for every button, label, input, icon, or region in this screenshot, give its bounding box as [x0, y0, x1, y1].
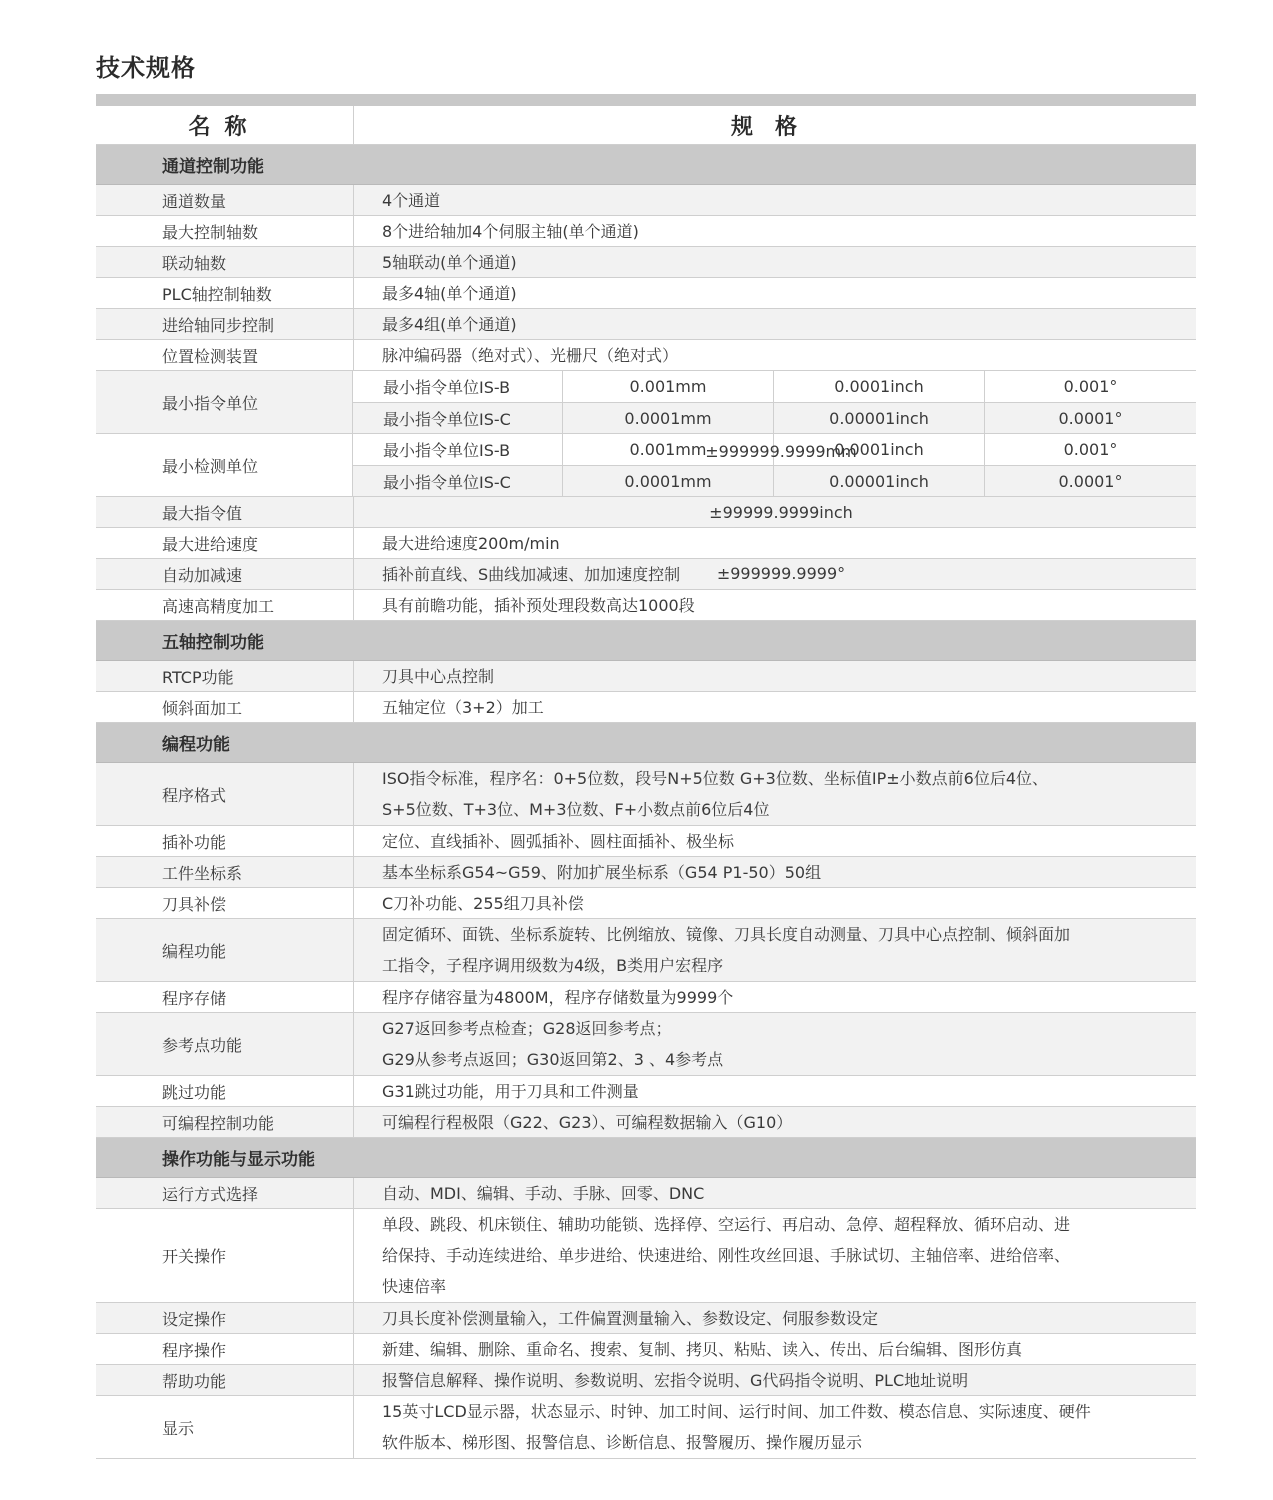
spec-line: 最多4轴(单个通道) — [382, 283, 517, 303]
row-name: 帮助功能 — [96, 1365, 354, 1395]
row-spec — [354, 826, 1196, 856]
row-spec — [354, 559, 1196, 589]
table-row — [96, 1178, 1196, 1209]
row-spec — [354, 590, 1196, 620]
table-row — [96, 590, 1196, 621]
spec-table — [96, 106, 1196, 1459]
row-spec — [354, 888, 1196, 918]
row-name: 刀具补偿 — [96, 888, 354, 918]
table-row-unit — [96, 434, 1196, 497]
spec-line: 基本坐标系G54~G59、附加扩展坐标系（G54 P1-50）50组 — [382, 862, 822, 882]
row-name: 倾斜面加工 — [96, 692, 354, 722]
table-row — [96, 857, 1196, 888]
row-spec — [354, 1013, 1196, 1075]
top-divider-bar — [96, 94, 1196, 106]
max-value: ±999999.9999° — [716, 563, 846, 583]
spec-line: 自动、MDI、编辑、手动、手脉、回零、DNC — [382, 1183, 705, 1203]
row-name: 最大指令值 — [96, 497, 354, 527]
spec-line: 脉冲编码器（绝对式）、光栅尺（绝对式） — [382, 345, 679, 365]
row-name: PLC轴控制轴数 — [96, 278, 354, 308]
row-name: 运行方式选择 — [96, 1178, 354, 1208]
row-name: 联动轴数 — [96, 247, 354, 277]
row-name: 进给轴同步控制 — [96, 309, 354, 339]
spec-line: 5轴联动(单个通道) — [382, 252, 517, 272]
spec-line: G29从参考点返回；G30返回第2、3 、4参考点 — [382, 1050, 724, 1069]
max-value: ±99999.9999inch — [709, 502, 853, 522]
row-name: 显示 — [96, 1396, 354, 1458]
spec-line: 8个进给轴加4个伺服主轴(单个通道) — [382, 221, 639, 241]
row-spec — [354, 278, 1196, 308]
spec-line: 具有前瞻功能，插补预处理段数高达1000段 — [382, 595, 695, 615]
row-name: 位置检测装置 — [96, 340, 354, 370]
table-row — [96, 919, 1196, 982]
table-row — [96, 692, 1196, 723]
section-header: 编程功能 — [96, 723, 1196, 763]
row-name: 通道数量 — [96, 185, 354, 215]
row-spec — [354, 340, 1196, 370]
row-spec — [354, 1334, 1196, 1364]
row-spec — [354, 692, 1196, 722]
row-spec — [354, 1396, 1196, 1458]
row-name: 编程功能 — [96, 919, 354, 981]
unit-cell: 0.0001° — [1058, 471, 1123, 491]
table-row — [96, 559, 1196, 590]
row-name: 自动加减速 — [96, 559, 354, 589]
table-row — [96, 826, 1196, 857]
row-name: 插补功能 — [96, 826, 354, 856]
table-row — [96, 340, 1196, 371]
row-name: 程序格式 — [96, 763, 354, 825]
row-name: 开关操作 — [96, 1209, 354, 1302]
table-row — [96, 1076, 1196, 1107]
spec-line: 五轴定位（3+2）加工 — [382, 697, 544, 717]
spec-line: 报警信息解释、操作说明、参数说明、宏指令说明、G代码指令说明、PLC地址说明 — [382, 1370, 969, 1390]
row-name: 程序存储 — [96, 982, 354, 1012]
table-row — [96, 1396, 1196, 1459]
table-row-unit — [96, 371, 1196, 434]
row-spec — [354, 1209, 1196, 1302]
table-row — [96, 1013, 1196, 1076]
max-value: ±999999.9999mm — [705, 441, 857, 461]
unit-cell: 最小指令单位IS-B — [353, 434, 563, 465]
unit-cell: 0.001mm — [563, 434, 774, 465]
row-spec — [354, 1076, 1196, 1106]
section-header: 五轴控制功能 — [96, 621, 1196, 661]
row-spec — [354, 1365, 1196, 1395]
spec-line: 快速倍率 — [382, 1277, 447, 1296]
row-name: 工件坐标系 — [96, 857, 354, 887]
section-header: 通道控制功能 — [96, 145, 1196, 185]
spec-line: 15英寸LCD显示器，状态显示、时钟、加工时间、运行时间、加工件数、模态信息、实际速度、硬件 — [382, 1402, 1091, 1421]
spec-line: 刀具中心点控制 — [382, 666, 495, 686]
header-spec: 规格 — [730, 114, 819, 140]
table-row — [96, 278, 1196, 309]
spec-line: 定位、直线插补、圆弧插补、圆柱面插补、极坐标 — [382, 831, 735, 851]
spec-line: G27返回参考点检查；G28返回参考点； — [382, 1019, 672, 1038]
table-row — [96, 528, 1196, 559]
spec-line: 新建、编辑、删除、重命名、搜索、复制、拷贝、粘贴、读入、传出、后台编辑、图形仿真 — [382, 1339, 1023, 1359]
spec-line: 给保持、手动连续进给、单步进给、快速进给、刚性攻丝回退、手脉试切、主轴倍率、进给倍率、 — [382, 1246, 1071, 1265]
table-row — [96, 1303, 1196, 1334]
row-name: RTCP功能 — [96, 661, 354, 691]
unit-cell: 0.00001inch — [774, 466, 985, 496]
row-spec — [354, 763, 1196, 825]
spec-line: 单段、跳段、机床锁住、辅助功能锁、选择停、空运行、再启动、急停、超程释放、循环启动、进 — [382, 1215, 1071, 1234]
header-name: 名称 — [96, 106, 354, 144]
section-header: 操作功能与显示功能 — [96, 1138, 1196, 1178]
spec-line: 软件版本、梯形图、报警信息、诊断信息、报警履历、操作履历显示 — [382, 1433, 863, 1452]
unit-cell: 0.0001° — [1058, 408, 1123, 428]
table-row — [96, 1365, 1196, 1396]
row-spec — [354, 1303, 1196, 1333]
unit-cell: 最小指令单位IS-C — [353, 403, 563, 433]
unit-cell: 最小指令单位IS-C — [353, 466, 563, 496]
unit-subrow — [353, 465, 1196, 496]
row-spec — [354, 309, 1196, 339]
unit-cell: 0.0001inch — [774, 434, 985, 465]
row-name: 设定操作 — [96, 1303, 354, 1333]
row-spec — [354, 528, 1196, 558]
row-spec — [354, 185, 1196, 215]
unit-cell: 0.0001mm — [563, 403, 774, 433]
unit-cell: 0.001° — [1063, 440, 1118, 459]
unit-cell: 0.00001inch — [774, 403, 985, 433]
table-row — [96, 1107, 1196, 1138]
table-row — [96, 1209, 1196, 1303]
row-name: 程序操作 — [96, 1334, 354, 1364]
spec-line: 可编程行程极限（G22、G23）、可编程数据输入（G10） — [382, 1112, 793, 1132]
table-row — [96, 982, 1196, 1013]
table-row — [96, 661, 1196, 692]
unit-cell: 最小指令单位IS-B — [353, 371, 563, 402]
row-name: 最小指令单位 — [96, 371, 353, 433]
row-name: 最小检测单位 — [96, 434, 353, 496]
spec-line: 最大进给速度200m/min — [382, 533, 560, 553]
row-spec — [354, 857, 1196, 887]
row-name: 高速高精度加工 — [96, 590, 354, 620]
unit-subrow — [353, 402, 1196, 433]
row-spec — [354, 216, 1196, 246]
row-spec — [354, 1107, 1196, 1137]
spec-line: 程序存储容量为4800M，程序存储数量为9999个 — [382, 987, 734, 1007]
row-name: 最大进给速度 — [96, 528, 354, 558]
row-name: 可编程控制功能 — [96, 1107, 354, 1137]
table-row — [96, 185, 1196, 216]
table-row — [96, 309, 1196, 340]
row-name: 跳过功能 — [96, 1076, 354, 1106]
row-spec — [354, 661, 1196, 691]
table-row — [96, 763, 1196, 826]
row-spec — [354, 247, 1196, 277]
unit-subrow — [353, 371, 1196, 402]
table-row — [96, 247, 1196, 278]
spec-line: C刀补功能、255组刀具补偿 — [382, 893, 584, 913]
row-name: 最大控制轴数 — [96, 216, 354, 246]
row-spec — [354, 982, 1196, 1012]
unit-cell: 0.0001mm — [563, 466, 774, 496]
table-header — [96, 106, 1196, 145]
unit-grid — [353, 371, 1196, 433]
unit-cell: 0.0001inch — [774, 371, 985, 402]
unit-cell: 0.001° — [1063, 377, 1118, 396]
table-row — [96, 888, 1196, 919]
table-row — [96, 1334, 1196, 1365]
spec-line: 最多4组(单个通道) — [382, 314, 517, 334]
spec-line: 插补前直线、S曲线加减速、加加速度控制 — [382, 564, 681, 584]
row-name: 参考点功能 — [96, 1013, 354, 1075]
spec-line: 刀具长度补偿测量输入，工件偏置测量输入、参数设定、伺服参数设定 — [382, 1308, 879, 1328]
spec-line: G31跳过功能，用于刀具和工件测量 — [382, 1081, 639, 1101]
spec-line: S+5位数、T+3位、M+3位数、F+小数点前6位后4位 — [382, 800, 770, 819]
spec-line: ISO指令标准，程序名：0+5位数，段号N+5位数 G+3位数、坐标值IP±小数点前6位后4位、 — [382, 769, 1048, 788]
page-title: 技术规格 — [96, 54, 196, 82]
row-spec — [354, 1178, 1196, 1208]
spec-line: 固定循环、面铣、坐标系旋转、比例缩放、镜像、刀具长度自动测量、刀具中心点控制、倾斜面加 — [382, 925, 1071, 944]
unit-cell: 0.001mm — [563, 371, 774, 402]
row-spec — [354, 919, 1196, 981]
table-row — [96, 216, 1196, 247]
spec-line: 4个通道 — [382, 190, 441, 210]
spec-line: 工指令，子程序调用级数为4级，B类用户宏程序 — [382, 956, 724, 975]
